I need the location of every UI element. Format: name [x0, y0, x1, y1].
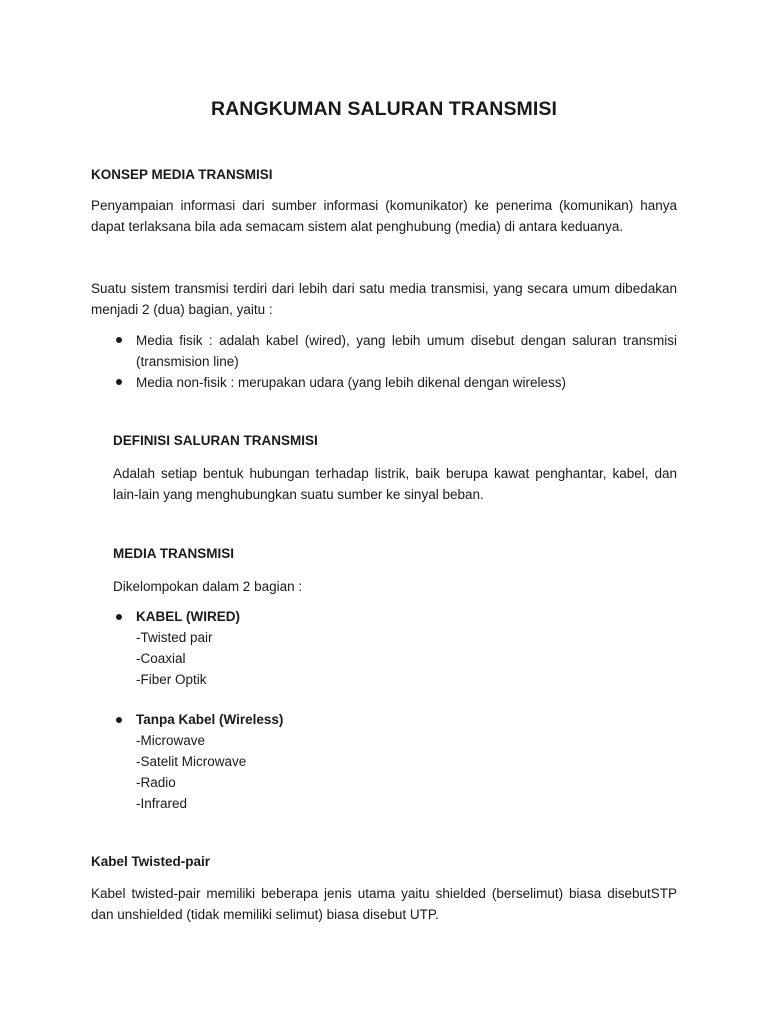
paragraph-definisi	[113, 463, 677, 505]
bullet-icon	[116, 614, 122, 620]
group-item: -Microwave	[136, 733, 206, 748]
section-heading-definisi: DEFINISI SALURAN TRANSMISI	[113, 433, 318, 448]
paragraph-line: Penyampaian informasi dari sumber informasi (komunikator) ke penerima (komunikan) hanya	[91, 198, 677, 213]
group-item: -Radio	[136, 775, 176, 790]
group-item: -Satelit Microwave	[136, 754, 247, 769]
group-label: Tanpa Kabel (Wireless)	[136, 712, 284, 727]
group-item: -Coaxial	[136, 651, 186, 666]
list-item-line: (transmision line)	[136, 354, 239, 369]
section-heading-media: MEDIA TRANSMISI	[113, 546, 234, 561]
list-item-wireless	[136, 709, 536, 814]
section-heading-konsep: KONSEP MEDIA TRANSMISI	[91, 167, 273, 182]
paragraph-media-intro	[113, 576, 677, 597]
bullet-icon	[116, 717, 122, 723]
bullet-icon	[116, 379, 122, 385]
group-item: -Infrared	[136, 796, 188, 811]
group-label: KABEL (WIRED)	[136, 609, 240, 624]
paragraph-line: dan unshielded (tidak memiliki selimut) biasa disebut UTP.	[91, 907, 439, 922]
paragraph-line: dapat terlaksana bila ada semacam sistem alat penghubung (media) di antara keduanya.	[91, 219, 624, 234]
paragraph-line: menjadi 2 (dua) bagian, yaitu :	[91, 302, 273, 317]
paragraph-line: Kabel twisted-pair memiliki beberapa jenis utama yaitu shielded (berselimut) biasa disebutSTP	[91, 886, 677, 901]
paragraph-line: lain-lain yang menghubungkan suatu sumber ke sinyal beban.	[113, 487, 484, 502]
paragraph-twisted	[91, 883, 677, 925]
bullet-icon	[116, 337, 122, 343]
paragraph-konsep-2	[91, 278, 677, 320]
paragraph-line: Dikelompokan dalam 2 bagian :	[113, 579, 303, 594]
list-item-line: Media fisik : adalah kabel (wired), yang lebih umum disebut dengan saluran transmisi	[136, 333, 677, 348]
paragraph-line: Adalah setiap bentuk hubungan terhadap listrik, baik berupa kawat penghantar, kabel, dan	[113, 466, 677, 481]
list-item	[136, 330, 677, 372]
list-item-line: Media non-fisik : merupakan udara (yang lebih dikenal dengan wireless)	[136, 375, 566, 390]
section-heading-twisted: Kabel Twisted-pair	[91, 854, 211, 869]
paragraph-konsep-1	[91, 195, 677, 237]
list-item	[136, 372, 677, 393]
paragraph-line: Suatu sistem transmisi terdiri dari lebih dari satu media transmisi, yang secara umum dibedakan	[91, 281, 677, 296]
document-title: RANGKUMAN SALURAN TRANSMISI	[210, 98, 558, 120]
group-item: -Twisted pair	[136, 630, 213, 645]
group-item: -Fiber Optik	[136, 672, 207, 687]
list-item-wired	[136, 606, 536, 690]
